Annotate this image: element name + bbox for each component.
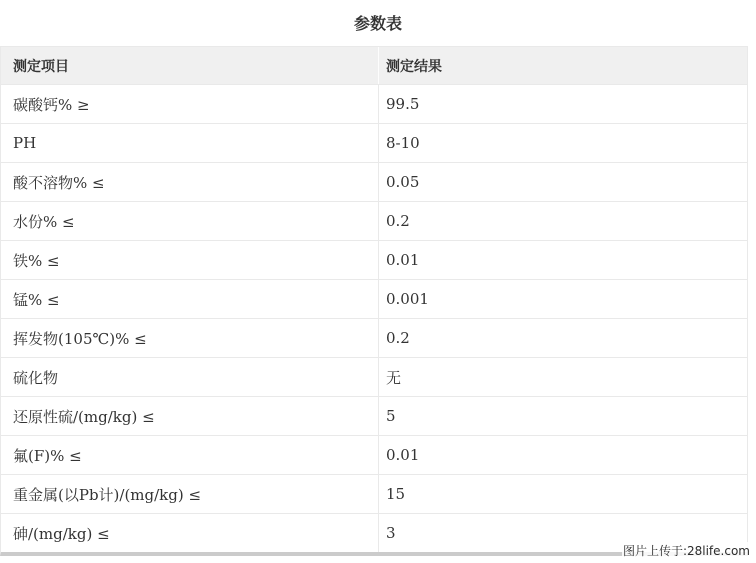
column-header-result: 测定结果 xyxy=(378,47,747,84)
parameter-table xyxy=(0,46,748,556)
item-cell: 重金属(以Pb计)/(mg/kg) ≤ xyxy=(1,474,378,513)
item-cell: 铁% ≤ xyxy=(1,240,378,279)
table-row xyxy=(1,435,747,474)
table-row xyxy=(1,279,747,318)
table-row xyxy=(1,162,747,201)
result-cell: 无 xyxy=(378,357,747,396)
result-cell: 0.2 xyxy=(378,318,747,357)
item-cell: 水份% ≤ xyxy=(1,201,378,240)
item-cell: PH xyxy=(1,123,378,162)
item-cell: 氟(F)% ≤ xyxy=(1,435,378,474)
result-cell: 3 xyxy=(378,513,747,552)
table-row xyxy=(1,84,747,123)
item-cell: 还原性硫/(mg/kg) ≤ xyxy=(1,396,378,435)
result-cell: 0.05 xyxy=(378,162,747,201)
table-row xyxy=(1,396,747,435)
item-cell: 砷/(mg/kg) ≤ xyxy=(1,513,378,552)
result-cell: 8-10 xyxy=(378,123,747,162)
result-cell: 15 xyxy=(378,474,747,513)
item-cell: 酸不溶物% ≤ xyxy=(1,162,378,201)
item-cell: 碳酸钙% ≥ xyxy=(1,84,378,123)
watermark-text: 图片上传于:28life.com xyxy=(622,544,750,558)
result-cell: 0.2 xyxy=(378,201,747,240)
table-body xyxy=(1,84,747,552)
result-cell: 5 xyxy=(378,396,747,435)
table-row xyxy=(1,474,747,513)
item-cell: 硫化物 xyxy=(1,357,378,396)
page-title: 参数表 xyxy=(353,14,402,33)
table-row xyxy=(1,240,747,279)
table-row xyxy=(1,123,747,162)
item-cell: 挥发物(105℃)% ≤ xyxy=(1,318,378,357)
result-cell: 0.01 xyxy=(378,435,747,474)
item-cell: 锰% ≤ xyxy=(1,279,378,318)
table-row xyxy=(1,201,747,240)
column-header-item: 测定项目 xyxy=(1,47,378,84)
result-cell: 0.01 xyxy=(378,240,747,279)
table-header-row xyxy=(1,47,747,84)
table-row xyxy=(1,357,747,396)
result-cell: 0.001 xyxy=(378,279,747,318)
result-cell: 99.5 xyxy=(378,84,747,123)
table-row xyxy=(1,318,747,357)
